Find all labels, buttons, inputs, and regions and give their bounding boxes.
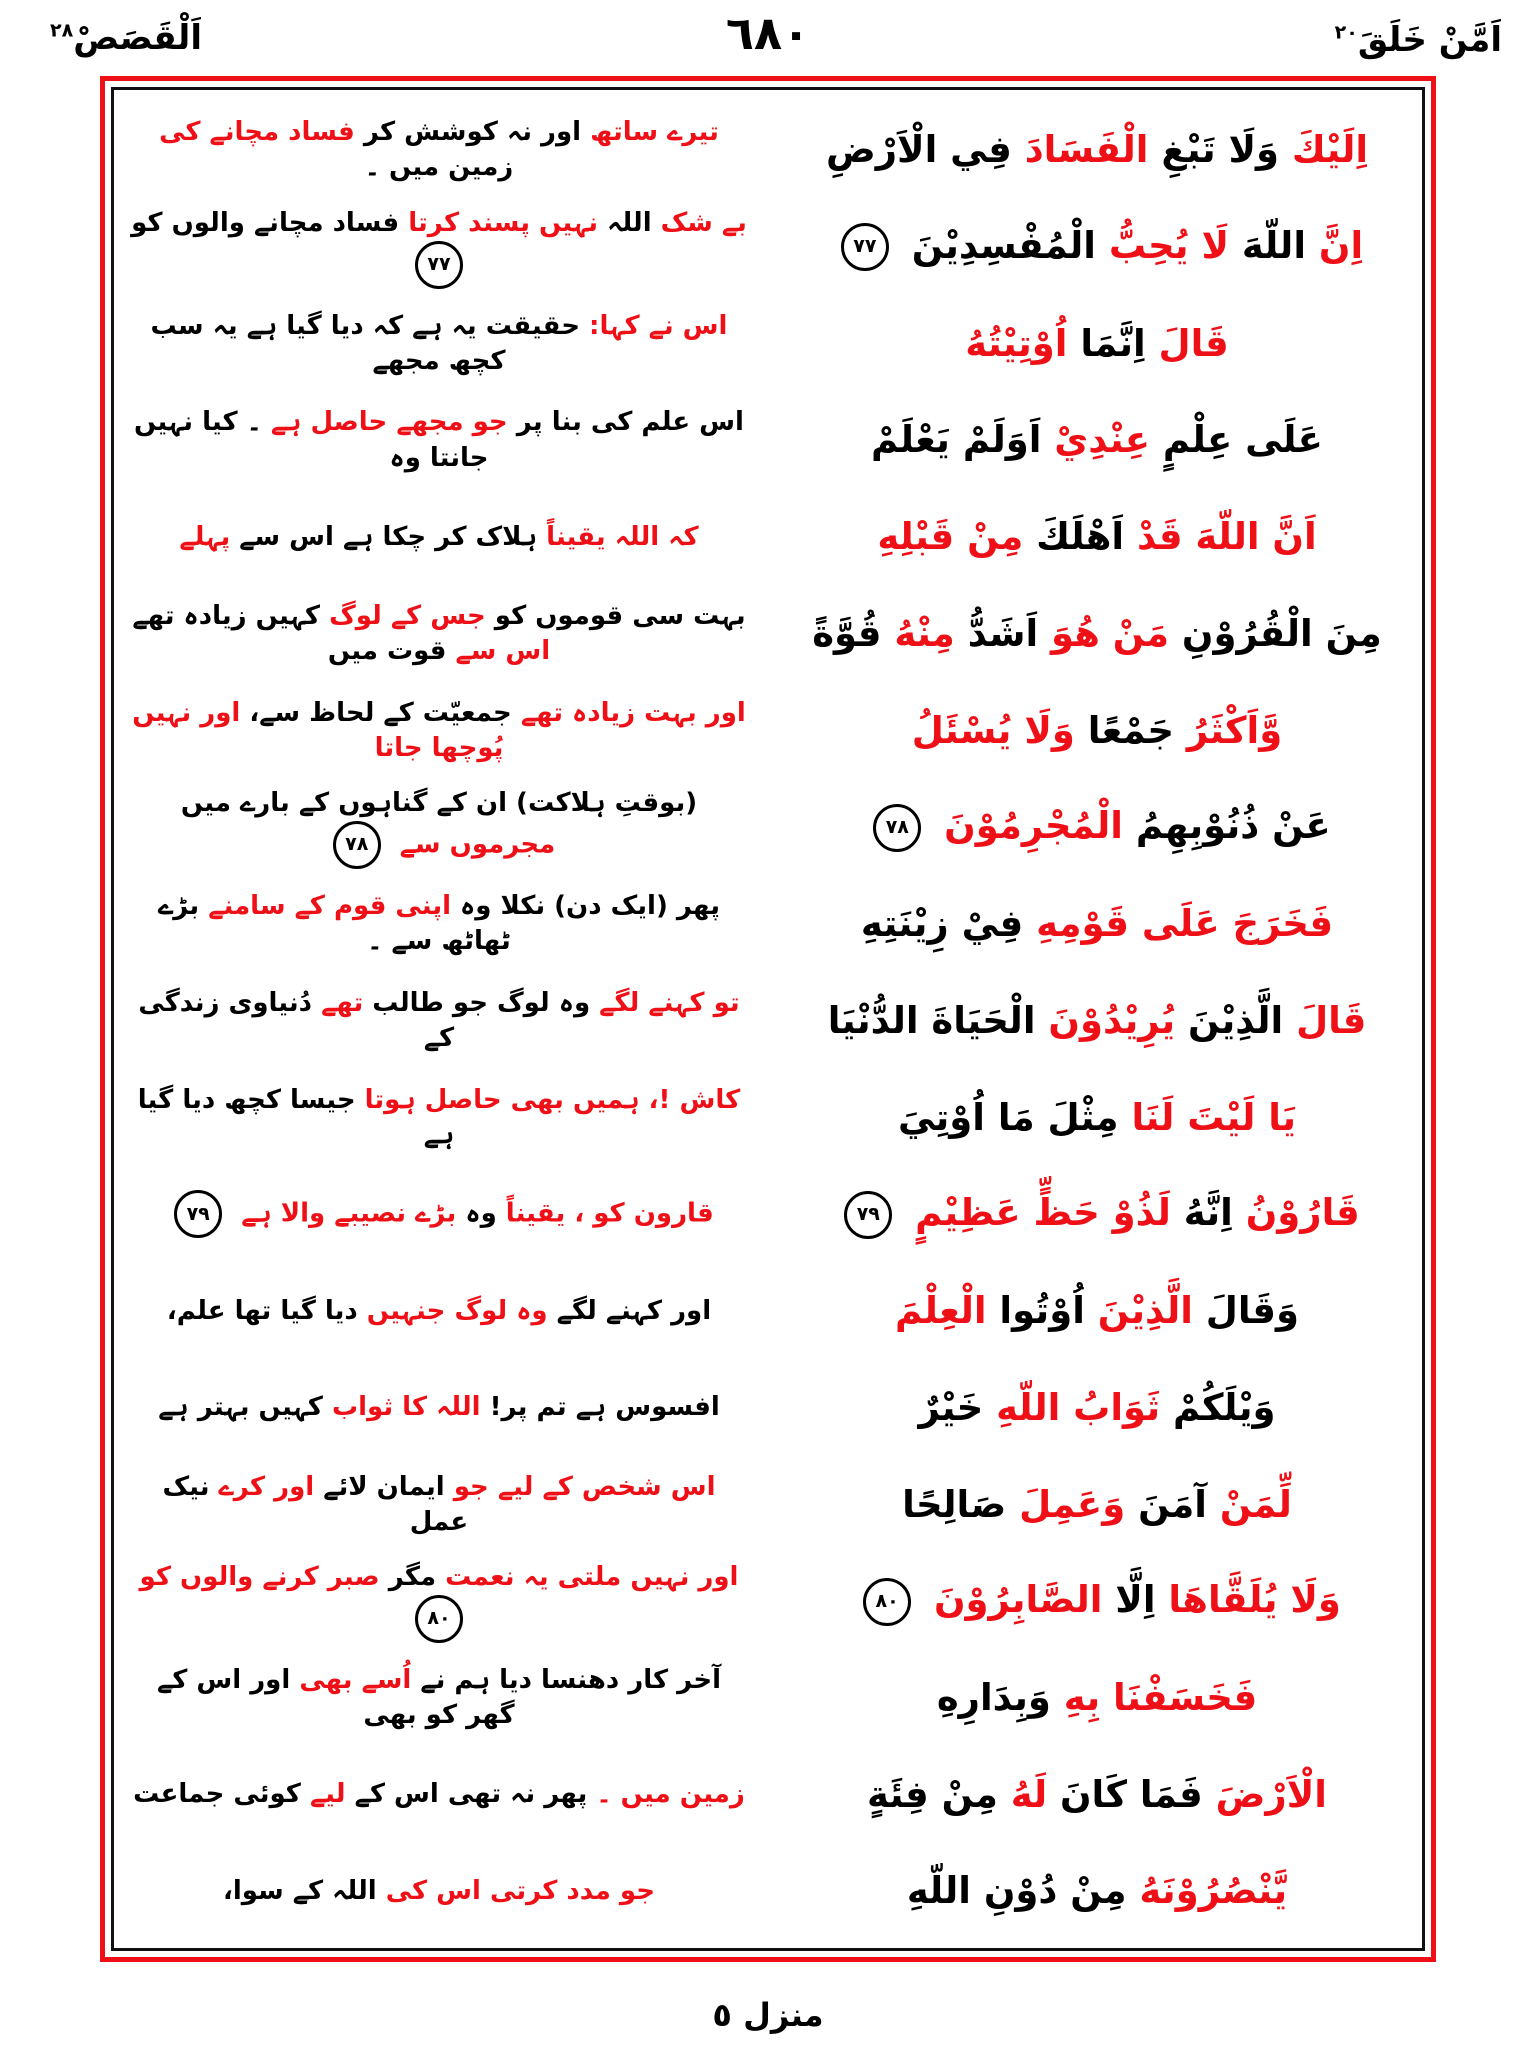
page-border-frame-inner bbox=[111, 87, 1425, 1951]
text-segment-red: اَنَّ اللّهَ قَدْ bbox=[1124, 515, 1317, 559]
text-segment-black: زمین میں ۔ bbox=[364, 152, 514, 183]
manzil-label: منزل ٥ bbox=[712, 1996, 824, 2034]
text-segment-black: وَبِدَارِهِ bbox=[936, 1675, 1051, 1719]
text-segment-black: قوت میں bbox=[327, 636, 447, 667]
arabic-verse-line bbox=[782, 1482, 1412, 1528]
text-segment-black: وہ لوگ جو طالب bbox=[363, 987, 591, 1018]
verse-row bbox=[124, 682, 1412, 779]
urdu-translation-line bbox=[124, 405, 754, 475]
verse-row bbox=[124, 1553, 1412, 1650]
text-segment-black: دُنیاوی زندگی کے bbox=[138, 987, 455, 1053]
text-segment-black: الْحَيَاةَ الدُّنْيَا bbox=[827, 998, 1036, 1042]
verse-row bbox=[124, 1456, 1412, 1553]
text-segment-black: مِنْ دُوْنِ اللّهِ bbox=[906, 1869, 1127, 1913]
text-segment-black: وَلَا تَبْغِ bbox=[1148, 128, 1280, 172]
text-segment-red: ثَوَابُ اللّهِ bbox=[983, 1385, 1161, 1429]
arabic-verse-line bbox=[782, 1385, 1412, 1431]
text-segment-black: مِنْ فِئَةٍ bbox=[867, 1772, 998, 1816]
urdu-translation-line bbox=[124, 889, 754, 959]
urdu-translation-line bbox=[124, 115, 754, 185]
text-segment-red: اور نہیں ملتی یہ نعمت bbox=[436, 1561, 739, 1592]
text-segment-red: کہ اللہ یقیناً bbox=[537, 521, 699, 552]
arabic-verse-line bbox=[782, 514, 1412, 560]
arabic-verse-line bbox=[782, 803, 1412, 852]
text-segment-red: لَهُ bbox=[997, 1772, 1048, 1816]
text-segment-black: جمعیّت کے لحاظ سے، bbox=[240, 697, 512, 728]
text-segment-red: لِّمَنْ bbox=[1207, 1482, 1292, 1526]
text-segment-black: وَيْلَكُمْ bbox=[1160, 1385, 1276, 1429]
text-segment-black: فساد مچانے والوں کو bbox=[131, 207, 400, 238]
text-segment-black: فِي الْاَرْضِ bbox=[825, 128, 1012, 172]
text-segment-black: اِنَّهُ bbox=[1170, 1191, 1233, 1235]
urdu-translation-line bbox=[124, 599, 754, 669]
text-segment-black: فِيْ زِيْنَتِهِ bbox=[860, 902, 1024, 946]
text-segment-red: عِنْدِيْ bbox=[1041, 418, 1150, 462]
text-segment-red: پہلے bbox=[179, 521, 231, 552]
text-segment-black: اس علم کی بنا پر bbox=[507, 407, 744, 438]
text-segment-red: وَلَا يُلَقَّاهَا bbox=[1155, 1578, 1341, 1622]
arabic-verse-line bbox=[782, 998, 1412, 1044]
text-segment-black: ۔ کیا نہیں جانتا وہ bbox=[134, 407, 489, 473]
text-segment-red: اللہ کا ثواب bbox=[322, 1392, 481, 1423]
text-segment-black: اَهْلَكَ bbox=[1023, 515, 1125, 559]
text-segment-red: يُرِيْدُوْنَ bbox=[1035, 998, 1176, 1042]
text-segment-red: الْاَرْضَ bbox=[1202, 1772, 1327, 1816]
text-segment-black: جَمْعًا bbox=[1074, 708, 1175, 752]
text-segment-red: قَالَ bbox=[1283, 998, 1367, 1042]
verse-row bbox=[124, 1746, 1412, 1843]
urdu-translation-line bbox=[124, 1190, 754, 1238]
urdu-translation-line bbox=[124, 1777, 754, 1812]
text-segment-black: آخر کار دھنسا دیا ہم نے bbox=[411, 1665, 722, 1696]
urdu-translation-line bbox=[124, 986, 754, 1056]
verse-number-badge: ٨٠ bbox=[415, 1595, 463, 1643]
text-segment-red: اور بہت زیادہ تھے bbox=[511, 697, 746, 728]
text-segment-black: دیا گیا تھا علم، bbox=[166, 1295, 358, 1326]
text-segment-black: اللہ bbox=[598, 207, 652, 238]
text-segment-red: مَنْ هُوَ bbox=[1038, 611, 1169, 655]
text-segment-red: اِنَّ bbox=[1306, 223, 1364, 267]
text-segment-black: کہیں بہتر ہے bbox=[158, 1392, 323, 1423]
arabic-verse-line bbox=[782, 1577, 1412, 1626]
arabic-verse-line bbox=[782, 901, 1412, 947]
text-segment-red: مجرموں سے bbox=[390, 829, 556, 860]
text-segment-red: فَخَرَجَ عَلَى قَوْمِهِ bbox=[1023, 902, 1334, 946]
text-segment-black: وَقَالَ bbox=[1192, 1289, 1300, 1333]
text-segment-red: بے شک bbox=[651, 207, 747, 238]
verse-number-badge: ٧٧ bbox=[415, 241, 463, 289]
juz-number: ٢٠ bbox=[1334, 21, 1358, 44]
verse-number-badge: ٧٨ bbox=[333, 821, 381, 869]
verse-row bbox=[124, 1360, 1412, 1457]
text-segment-red: اس سے bbox=[446, 636, 551, 667]
text-segment-black: آمَنَ bbox=[1125, 1482, 1207, 1526]
urdu-translation-line bbox=[124, 786, 754, 869]
text-segment-red: الْفَسَادَ bbox=[1011, 128, 1149, 172]
text-segment-red: وَعَمِلَ bbox=[1006, 1482, 1126, 1526]
text-segment-black: اِلَّا bbox=[1102, 1578, 1156, 1622]
arabic-verse-line bbox=[782, 1288, 1412, 1334]
text-segment-red: قَارُوْنُ bbox=[1232, 1191, 1360, 1235]
urdu-translation-line bbox=[124, 1874, 754, 1909]
text-segment-black: پھر نہ تھی اس کے bbox=[345, 1779, 588, 1810]
juz-title-text: اَمَّنْ خَلَقَ bbox=[1357, 20, 1502, 60]
text-segment-black: عَلَى عِلْمٍ bbox=[1149, 418, 1323, 462]
arabic-verse-line bbox=[782, 1868, 1412, 1914]
text-segment-black: اور کہنے لگے bbox=[547, 1295, 712, 1326]
surah-number: ٢٨ bbox=[50, 19, 74, 42]
text-segment-black: قُوَّةً bbox=[812, 611, 882, 655]
text-segment-red: جو مجھے حاصل ہے bbox=[261, 407, 508, 438]
verse-row bbox=[124, 295, 1412, 392]
text-segment-black: الْمُفْسِدِيْنَ bbox=[898, 223, 1096, 267]
text-segment-black: کوئی جماعت bbox=[133, 1779, 301, 1810]
text-segment-red: اور نہیں پُوچھا جاتا bbox=[132, 697, 504, 763]
text-segment-red: يَّنْصُرُوْنَهُ bbox=[1126, 1869, 1288, 1913]
text-segment-black: فَمَا كَانَ bbox=[1047, 1772, 1203, 1816]
urdu-translation-line bbox=[124, 1083, 754, 1153]
verse-number-badge: ٧٩ bbox=[174, 1190, 222, 1238]
text-segment-black: کہیں زیادہ تھے bbox=[132, 600, 321, 631]
text-segment-black: اللّهَ bbox=[1229, 223, 1306, 267]
text-segment-red: فساد مچانے کی bbox=[159, 117, 355, 148]
urdu-translation-line bbox=[124, 206, 754, 289]
text-segment-black: صَالِحًا bbox=[902, 1482, 1007, 1526]
text-segment-red: اِلَيْكَ bbox=[1279, 128, 1369, 172]
text-segment-black: وہ bbox=[456, 1198, 497, 1229]
text-segment-red: بڑے نصیبے والا ہے bbox=[232, 1198, 457, 1229]
verse-row bbox=[124, 1263, 1412, 1360]
text-segment-black: ایمان لائے bbox=[314, 1471, 445, 1502]
urdu-translation-line bbox=[124, 696, 754, 766]
verse-number-badge: ٨٠ bbox=[863, 1578, 911, 1626]
text-segment-black: عَنْ ذُنُوْبِهِمُ bbox=[1122, 804, 1331, 848]
verse-row bbox=[124, 973, 1412, 1070]
arabic-verse-line bbox=[782, 127, 1412, 173]
verses-grid bbox=[124, 102, 1412, 1940]
text-segment-red: لیے bbox=[300, 1779, 346, 1810]
text-segment-red: الَّذِيْنَ bbox=[1084, 1289, 1193, 1333]
text-segment-red: اور کرے bbox=[209, 1471, 315, 1502]
verse-number-badge: ٧٩ bbox=[844, 1191, 892, 1239]
verse-row bbox=[124, 779, 1412, 876]
arabic-verse-line bbox=[782, 1772, 1412, 1818]
text-segment-black: اَشَدُّ bbox=[954, 611, 1039, 655]
text-segment-red: وَّاَكْثَرُ bbox=[1174, 708, 1283, 752]
text-segment-red: تیرے ساتھ bbox=[581, 117, 719, 148]
text-segment-red: جس کے لوگ bbox=[320, 600, 486, 631]
surah-title-text: اَلْقَصَصْ bbox=[73, 18, 202, 58]
text-segment-black: ہلاک کر چکا ہے اس سے bbox=[230, 521, 538, 552]
arabic-verse-line bbox=[782, 1095, 1412, 1141]
text-segment-red: قَالَ bbox=[1145, 321, 1229, 365]
text-segment-red: وَلَا يُسْئَلُ bbox=[911, 708, 1075, 752]
verse-row bbox=[124, 876, 1412, 973]
page-border-frame bbox=[100, 76, 1436, 1962]
text-segment-black: بڑے ٹھاٹھ سے ۔ bbox=[158, 891, 511, 957]
text-segment-red: تو کہنے لگے bbox=[590, 987, 740, 1018]
text-segment-red: کاش !، ہمیں بھی حاصل ہوتا bbox=[355, 1084, 741, 1115]
text-segment-black: خَيْرٌ bbox=[918, 1385, 984, 1429]
text-segment-red: مِنْهُ bbox=[881, 611, 955, 655]
verse-row bbox=[124, 1069, 1412, 1166]
verse-number-badge: ٧٨ bbox=[873, 804, 921, 852]
text-segment-black: اِنَّمَا bbox=[1067, 321, 1146, 365]
text-segment-red: الصَّابِرُوْنَ bbox=[921, 1578, 1103, 1622]
text-segment-black: اَوَلَمْ يَعْلَمْ bbox=[871, 418, 1042, 462]
text-segment-red: جو مدد کرتی اس کی bbox=[376, 1876, 655, 1907]
text-segment-black: اور اس کے گھر کو بھی bbox=[156, 1665, 515, 1731]
text-segment-red: اُسے بھی bbox=[290, 1665, 412, 1696]
text-segment-red: اُوْتِيْتُهُ bbox=[965, 321, 1068, 365]
arabic-verse-line bbox=[782, 321, 1412, 367]
text-segment-red: نہیں پسند کرتا bbox=[399, 207, 599, 238]
urdu-translation-line bbox=[124, 520, 754, 555]
text-segment-red: لَذُوْ حَظٍّ عَظِيْمٍ bbox=[902, 1191, 1171, 1235]
text-segment-red: اپنی قوم کے سامنے bbox=[199, 891, 451, 922]
verse-row bbox=[124, 1166, 1412, 1263]
text-segment-black: مگر bbox=[379, 1561, 437, 1592]
text-segment-black: پھر (ایک دن) نکلا وہ bbox=[451, 891, 720, 922]
verse-row bbox=[124, 392, 1412, 489]
verse-row bbox=[124, 489, 1412, 586]
arabic-verse-line bbox=[782, 1675, 1412, 1721]
text-segment-red: الْعِلْمَ bbox=[894, 1289, 987, 1333]
text-segment-black: الَّذِيْنَ bbox=[1175, 998, 1284, 1042]
text-segment-black: اُوْتُوا bbox=[986, 1289, 1085, 1333]
text-segment-red: يَا لَيْتَ لَنَا bbox=[1118, 1095, 1297, 1139]
text-segment-black: نیک عمل bbox=[162, 1471, 469, 1537]
arabic-verse-line bbox=[782, 611, 1412, 657]
text-segment-black: (بوقتِ ہلاکت) ان کے گناہوں کے بارے میں bbox=[180, 787, 698, 818]
text-segment-black: بہت سی قوموں کو bbox=[485, 600, 746, 631]
verse-row bbox=[124, 1843, 1412, 1940]
text-segment-red: مِنْ قَبْلِهِ bbox=[877, 515, 1024, 559]
text-segment-red: اس نے کہا: bbox=[580, 310, 728, 341]
text-segment-red: قارون کو ، یقیناً bbox=[496, 1198, 714, 1229]
page-number: ٦٨٠ bbox=[725, 6, 811, 60]
text-segment-red: زمین میں ۔ bbox=[587, 1779, 745, 1810]
verse-row bbox=[124, 199, 1412, 296]
text-segment-red: لَا يُحِبُّ bbox=[1095, 223, 1229, 267]
urdu-translation-line bbox=[124, 1390, 754, 1425]
verse-row bbox=[124, 1650, 1412, 1747]
urdu-translation-line bbox=[124, 1470, 754, 1540]
urdu-translation-line bbox=[124, 309, 754, 379]
urdu-translation-line bbox=[124, 1663, 754, 1733]
urdu-translation-line bbox=[124, 1560, 754, 1643]
arabic-verse-line bbox=[782, 1190, 1412, 1239]
verse-number-badge: ٧٧ bbox=[841, 223, 889, 271]
verse-row bbox=[124, 102, 1412, 199]
juz-title bbox=[1335, 20, 1502, 60]
verse-row bbox=[124, 586, 1412, 683]
arabic-verse-line bbox=[782, 708, 1412, 754]
text-segment-black: مِثْلَ مَا اُوْتِيَ bbox=[897, 1095, 1119, 1139]
text-segment-red: فَخَسَفْنَا بِهِ bbox=[1050, 1675, 1258, 1719]
text-segment-red: تھے bbox=[312, 987, 364, 1018]
arabic-verse-line bbox=[782, 417, 1412, 463]
text-segment-black: جیسا کچھ دیا گیا ہے bbox=[137, 1084, 455, 1150]
text-segment-black: حقیقت یہ ہے کہ دیا گیا ہے یہ سب کچھ مجھے bbox=[150, 310, 580, 376]
text-segment-red: صبر کرنے والوں کو bbox=[139, 1561, 380, 1592]
text-segment-red: الْمُجْرِمُوْنَ bbox=[931, 804, 1123, 848]
text-segment-black: افسوس ہے تم پر! bbox=[480, 1392, 720, 1423]
text-segment-red: وہ لوگ جنہیں bbox=[357, 1295, 548, 1326]
urdu-translation-line bbox=[124, 1294, 754, 1329]
text-segment-black: اور نہ کوشش کر bbox=[354, 117, 582, 148]
text-segment-black: اللہ کے سوا، bbox=[223, 1876, 377, 1907]
text-segment-red: اس شخص کے لیے جو bbox=[444, 1471, 716, 1502]
text-segment-black: مِنَ الْقُرُوْنِ bbox=[1169, 611, 1382, 655]
arabic-verse-line bbox=[782, 223, 1412, 272]
